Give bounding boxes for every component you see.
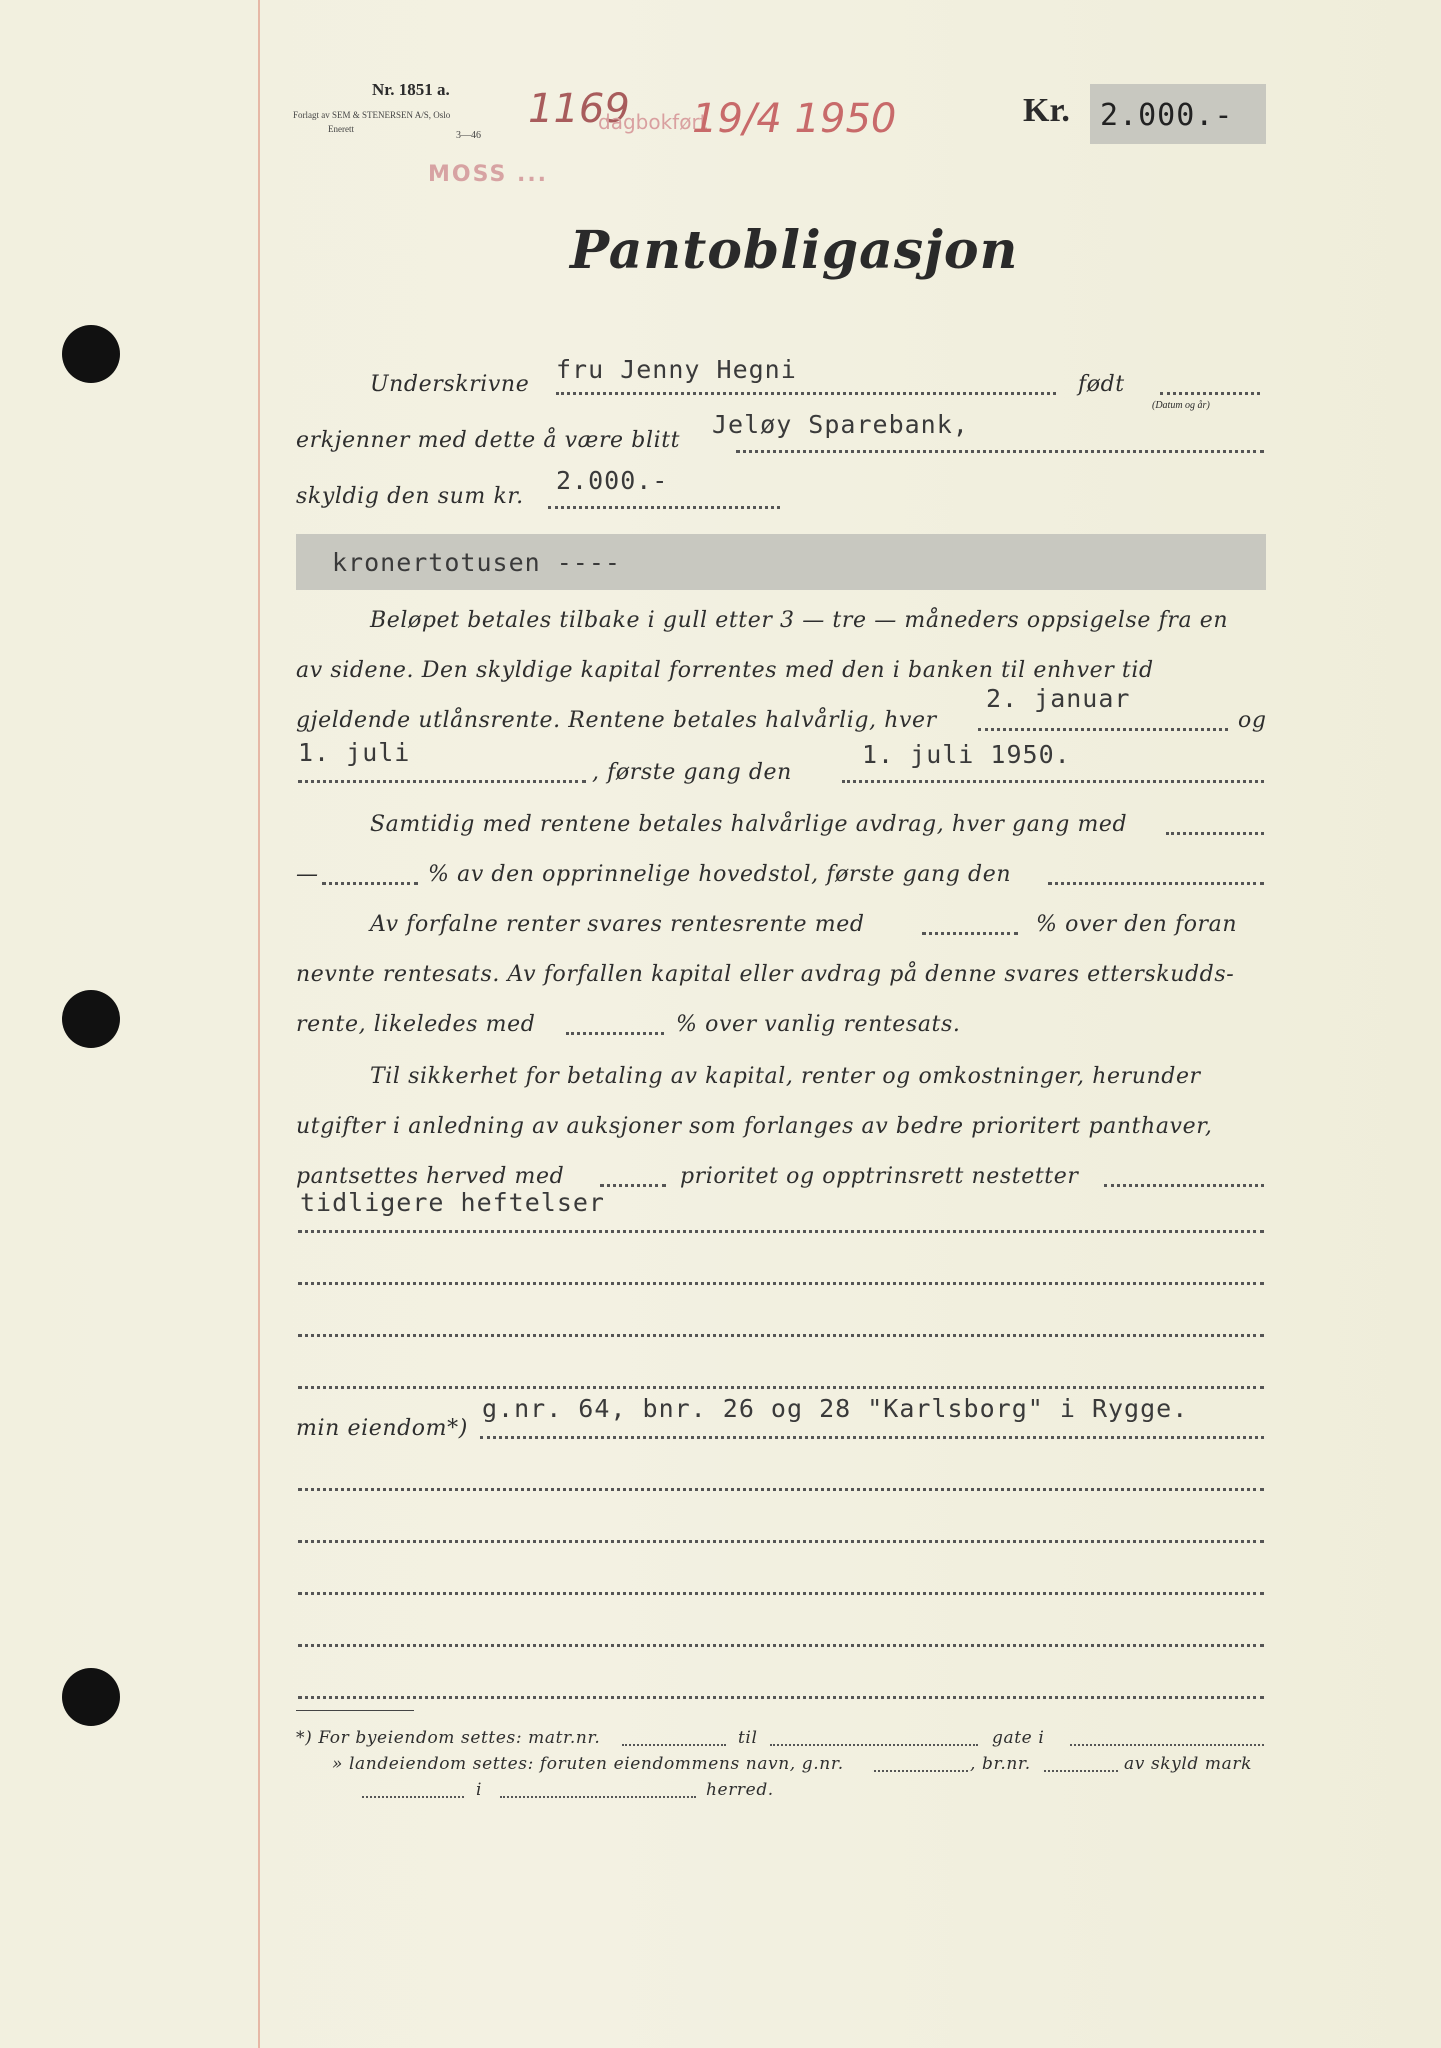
first-date: 1. juli 1950. xyxy=(862,740,1071,769)
dotted-line xyxy=(298,1696,1264,1699)
fodt-label: født xyxy=(1078,372,1125,397)
dotted-line xyxy=(480,1436,1264,1439)
dotted-line xyxy=(1070,1744,1264,1746)
p3-line1b: % over den foran xyxy=(1036,912,1238,937)
p3-line3b: % over vanlig rentesats. xyxy=(676,1012,961,1037)
document-title: Pantobligasjon xyxy=(570,220,1019,281)
journal-number: 1169 xyxy=(528,86,630,132)
dotted-line xyxy=(600,1184,666,1187)
forste-gang-label: , første gang den xyxy=(592,760,792,785)
dotted-line xyxy=(1160,392,1260,395)
publisher-code: 3—46 xyxy=(456,130,481,141)
punch-hole xyxy=(62,990,120,1048)
p3-line2: nevnte rentesats. Av forfallen kapital eller avdrag på denne svares etterskudds- xyxy=(296,962,1235,987)
footnote-line2b: , br.nr. xyxy=(970,1754,1031,1774)
dotted-line xyxy=(500,1796,696,1798)
dotted-line xyxy=(770,1744,978,1746)
dotted-line xyxy=(566,1032,664,1035)
dotted-line xyxy=(1044,1770,1118,1772)
property-value: g.nr. 64, bnr. 26 og 28 "Karlsborg" i Rygge. xyxy=(482,1394,1189,1423)
p1-line2: av sidene. Den skyldige kapital forrentes med den i banken til enhver tid xyxy=(296,658,1154,683)
dotted-line xyxy=(548,506,780,509)
interest-date-2: 1. juli xyxy=(298,738,411,767)
publisher-enerett: Enerett xyxy=(328,124,354,134)
p2-line1: Samtidig med rentene betales halvårlige avdrag, hver gang med xyxy=(370,812,1128,837)
dotted-line xyxy=(298,1230,1264,1233)
punch-hole xyxy=(62,1668,120,1726)
footnote-line1a: *) For byeiendom settes: matr.nr. xyxy=(296,1728,601,1748)
dagbokfort-label: dagbokført xyxy=(598,110,708,134)
dotted-line xyxy=(298,1644,1264,1647)
p3-line1a: Av forfalne renter svares rentesrente med xyxy=(370,912,865,937)
p4-line2: utgifter i anledning av auksjoner som forlanges av bedre prioritert panthaver, xyxy=(296,1114,1213,1139)
p2-dash: — xyxy=(296,862,319,887)
dotted-line xyxy=(362,1796,464,1798)
amount-label: Kr. xyxy=(1023,92,1070,129)
amount-value: 2.000.- xyxy=(1100,98,1234,133)
dotted-line xyxy=(298,1386,1264,1389)
dagbokfort-date: 19/4 1950 xyxy=(692,96,897,142)
underskrivne-value: fru Jenny Hegni xyxy=(556,355,797,384)
form-number: Nr. 1851 a. xyxy=(372,80,450,99)
p4-line3a: pantsettes herved med xyxy=(296,1164,565,1189)
footnote-line3a: i xyxy=(476,1780,483,1800)
dotted-line xyxy=(298,1540,1264,1543)
datum-note: (Datum og år) xyxy=(1152,400,1210,411)
property-label: min eiendom*) xyxy=(296,1416,468,1441)
footnote-line2a: » landeiendom settes: foruten eiendommens navn, g.nr. xyxy=(332,1754,844,1774)
dotted-line xyxy=(922,932,1018,935)
dotted-line xyxy=(1048,882,1264,885)
skyldig-label: skyldig den sum kr. xyxy=(296,484,524,509)
publisher-line: Forlagt av SEM & STENERSEN A/S, Oslo xyxy=(293,110,451,120)
p4-line1: Til sikkerhet for betaling av kapital, renter og omkostninger, herunder xyxy=(370,1064,1201,1089)
margin-rule xyxy=(258,0,260,2048)
dotted-line xyxy=(842,780,1264,783)
footnote-line1b: til xyxy=(738,1728,758,1748)
dotted-line xyxy=(298,1334,1264,1337)
dotted-line xyxy=(1166,832,1264,835)
dotted-line xyxy=(978,728,1228,731)
p3-line3a: rente, likeledes med xyxy=(296,1012,536,1037)
prior-liens: tidligere heftelser xyxy=(300,1188,605,1217)
interest-date-1: 2. januar xyxy=(986,684,1131,713)
dotted-line xyxy=(736,450,1264,453)
footnote-rule xyxy=(296,1710,414,1711)
underskrivne-label: Underskrivne xyxy=(370,372,530,397)
p2-line2: % av den opprinnelige hovedstol, første gang den xyxy=(428,862,1012,887)
p1-line3-end: og xyxy=(1238,708,1267,733)
dotted-line xyxy=(874,1770,968,1772)
footnote-line2c: av skyld mark xyxy=(1124,1754,1252,1774)
footnote-line1c: gate i xyxy=(992,1728,1045,1748)
dotted-line xyxy=(1104,1184,1264,1187)
footnote-line3b: herred. xyxy=(706,1780,774,1800)
sum-in-words: kronertotusen ---- xyxy=(332,548,621,577)
p1-line3: gjeldende utlånsrente. Rentene betales halvårlig, hver xyxy=(296,708,937,733)
dotted-line xyxy=(556,392,1056,395)
p1-line1: Beløpet betales tilbake i gull etter 3 — tre — måneders oppsigelse fra en xyxy=(370,608,1229,633)
erkjenner-label: erkjenner med dette å være blitt xyxy=(296,428,681,453)
punch-hole xyxy=(62,325,120,383)
dotted-line xyxy=(298,1488,1264,1491)
dotted-line xyxy=(298,1282,1264,1285)
sum-value: 2.000.- xyxy=(556,466,669,495)
office-stamp: MOSS ... xyxy=(428,162,549,187)
dotted-line xyxy=(298,1592,1264,1595)
p4-line3b: prioritet og opptrinsrett nestetter xyxy=(680,1164,1079,1189)
dotted-line xyxy=(322,882,418,885)
creditor-value: Jeløy Sparebank, xyxy=(712,410,969,439)
dotted-line xyxy=(622,1744,726,1746)
dotted-line xyxy=(298,780,586,783)
